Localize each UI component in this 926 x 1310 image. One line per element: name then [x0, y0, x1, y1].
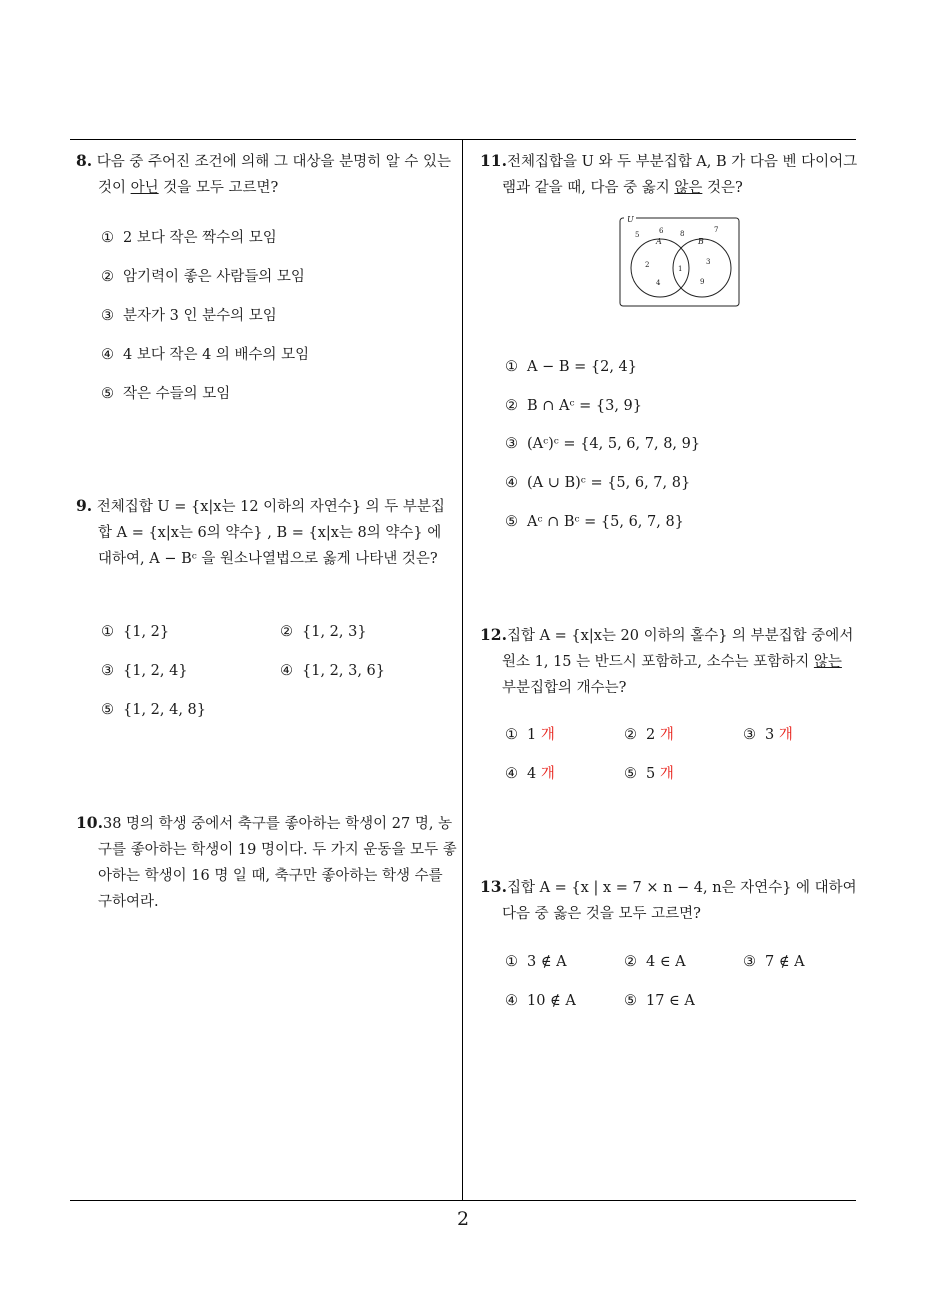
option-mark: ③ [505, 436, 518, 452]
option-mark: ① [101, 624, 114, 640]
answer-option[interactable] [101, 345, 309, 365]
option-text: 분자가 3 인 분수의 모임 [123, 308, 277, 324]
question-13 [480, 874, 860, 927]
answer-option[interactable] [101, 228, 277, 248]
option-text: {1, 2, 3, 6} [302, 663, 386, 679]
question-number: 10. [76, 813, 103, 832]
option-text: 2 보다 작은 짝수의 모임 [123, 230, 277, 246]
question-text: 것은? [702, 180, 743, 196]
answer-option[interactable] [505, 952, 567, 972]
question-number: 9. [76, 496, 93, 515]
venn-element: 9 [700, 278, 705, 286]
option-value: 2 [646, 727, 656, 743]
answer-option[interactable] [624, 991, 695, 1011]
answer-option[interactable] [280, 661, 385, 681]
option-text: B ∩ Aᶜ = {3, 9} [527, 398, 643, 414]
question-9-stem [76, 493, 458, 572]
option-text: {1, 2} [123, 624, 170, 640]
option-mark: ④ [505, 475, 518, 491]
question-text: 전체집합을 U 와 두 부분집합 A, B 가 다음 벤 다이어그램과 같을 때, 다음 중 옳지 [502, 154, 858, 196]
option-text: {1, 2, 4, 8} [123, 702, 207, 718]
option-value: 1 [527, 727, 537, 743]
question-10 [76, 810, 458, 915]
answer-option[interactable] [505, 512, 684, 532]
option-text: 7 ∉ A [765, 954, 805, 970]
answer-option[interactable] [101, 384, 230, 404]
option-text: A − B = {2, 4} [527, 359, 637, 375]
answer-option[interactable] [743, 725, 793, 745]
answer-option[interactable] [101, 661, 188, 681]
venn-element: 6 [659, 227, 664, 235]
venn-element: 3 [706, 258, 711, 266]
answer-option[interactable] [505, 434, 700, 454]
venn-element: 8 [680, 230, 685, 238]
bottom-rule [70, 1200, 856, 1201]
set-b-label: B [698, 237, 704, 246]
answer-option[interactable] [505, 473, 690, 493]
question-9 [76, 493, 458, 572]
option-mark: ② [101, 269, 114, 285]
option-text: 17 ∈ A [646, 993, 695, 1009]
option-text: 10 ∉ A [527, 993, 576, 1009]
option-unit: 개 [540, 766, 555, 782]
question-text: 집합 A = {x | x = 7 × n − 4, n은 자연수} 에 대하여 다음 중 옳은 것을 모두 고르면? [502, 880, 857, 922]
question-number: 13. [480, 877, 507, 896]
option-mark: ③ [101, 308, 114, 324]
venn-element: 2 [645, 261, 650, 269]
option-text: 3 ∉ A [527, 954, 567, 970]
answer-option[interactable] [101, 622, 169, 642]
answer-option[interactable] [624, 952, 686, 972]
question-12 [480, 622, 860, 701]
option-text: {1, 2, 3} [302, 624, 367, 640]
answer-option[interactable] [101, 306, 277, 326]
question-text: 것을 모두 고르면? [158, 180, 279, 196]
option-value: 3 [765, 727, 775, 743]
option-text: {1, 2, 4} [123, 663, 188, 679]
answer-option[interactable] [505, 396, 642, 416]
question-text: 부분집합의 개수는? [502, 680, 627, 696]
underlined-word: 않은 [674, 180, 703, 196]
option-text: 4 보다 작은 4 의 배수의 모임 [123, 347, 310, 363]
column-divider [462, 139, 463, 1201]
question-10-stem [76, 810, 458, 915]
option-unit: 개 [659, 766, 674, 782]
venn-element: 5 [635, 231, 640, 239]
venn-element: 4 [656, 279, 661, 287]
question-text: 집합 A = {x|x는 20 이하의 홀수} 의 부분집합 중에서 원소 1, 15 는 반드시 포함하고, 소수는 포함하지 [502, 628, 854, 670]
answer-option[interactable] [743, 952, 805, 972]
top-rule [70, 139, 856, 140]
answer-option[interactable] [505, 764, 555, 784]
option-mark: ⑤ [101, 702, 114, 718]
option-unit: 개 [659, 727, 674, 743]
option-mark: ① [505, 727, 518, 743]
option-text: 4 ∈ A [646, 954, 686, 970]
option-text: (A ∪ B)ᶜ = {5, 6, 7, 8} [527, 475, 691, 491]
option-mark: ① [101, 230, 114, 246]
underlined-word: 아닌 [130, 180, 159, 196]
set-a-label: A [656, 237, 662, 246]
question-11-stem [480, 148, 860, 201]
question-13-stem [480, 874, 860, 927]
option-text: Aᶜ ∩ Bᶜ = {5, 6, 7, 8} [527, 514, 684, 530]
option-mark: ④ [505, 993, 518, 1009]
option-mark: ① [505, 954, 518, 970]
option-mark: ② [505, 398, 518, 414]
option-mark: ⑤ [624, 766, 637, 782]
option-mark: ② [624, 954, 637, 970]
option-value: 4 [527, 766, 537, 782]
question-number: 8. [76, 151, 93, 170]
option-mark: ⑤ [101, 386, 114, 402]
page-number: 2 [456, 1208, 470, 1230]
universe-label: U [627, 215, 634, 224]
answer-option[interactable] [505, 991, 576, 1011]
option-text: (Aᶜ)ᶜ = {4, 5, 6, 7, 8, 9} [527, 436, 701, 452]
question-number: 11. [480, 151, 507, 170]
question-11 [480, 148, 860, 201]
option-value: 5 [646, 766, 656, 782]
option-mark: ④ [505, 766, 518, 782]
option-unit: 개 [540, 727, 555, 743]
option-mark: ② [624, 727, 637, 743]
underlined-word: 않는 [813, 654, 842, 670]
answer-option[interactable] [280, 622, 367, 642]
option-unit: 개 [778, 727, 793, 743]
option-text: 작은 수들의 모임 [123, 386, 231, 402]
question-text: 38 명의 학생 중에서 축구를 좋아하는 학생이 27 명, 농구를 좋아하는 학생이 19 명이다. 두 가지 운동을 모두 좋아하는 학생이 16 명 일 때, 축구만 좋아하는 학생 수를 구하여라. [98, 816, 457, 910]
answer-option[interactable] [624, 764, 674, 784]
option-mark: ③ [743, 954, 756, 970]
option-mark: ③ [101, 663, 114, 679]
question-text: 전체집합 U = {x|x는 12 이하의 자연수} 의 두 부분집합 A = {x|x는 6의 약수} , B = {x|x는 8의 약수} 에 대하여, A − Bᶜ 을 원소나열법으로 옳게 나타낸 것은? [96, 499, 445, 567]
answer-option[interactable] [101, 267, 305, 287]
question-12-stem [480, 622, 860, 701]
venn-diagram [618, 212, 742, 309]
venn-element: 1 [678, 265, 683, 273]
question-8 [76, 148, 458, 201]
option-mark: ② [280, 624, 293, 640]
option-mark: ④ [280, 663, 293, 679]
option-mark: ⑤ [624, 993, 637, 1009]
answer-option[interactable] [505, 357, 637, 377]
question-number: 12. [480, 625, 507, 644]
question-text: 다음 중 주어진 조건에 의해 그 대상을 분명히 알 수 있는 것이 [96, 154, 452, 196]
option-text: 암기력이 좋은 사람들의 모임 [123, 269, 305, 285]
option-mark: ⑤ [505, 514, 518, 530]
option-mark: ③ [743, 727, 756, 743]
question-8-stem [76, 148, 458, 201]
option-mark: ④ [101, 347, 114, 363]
venn-element: 7 [714, 226, 719, 234]
answer-option[interactable] [624, 725, 674, 745]
option-mark: ① [505, 359, 518, 375]
answer-option[interactable] [505, 725, 555, 745]
answer-option[interactable] [101, 700, 206, 720]
